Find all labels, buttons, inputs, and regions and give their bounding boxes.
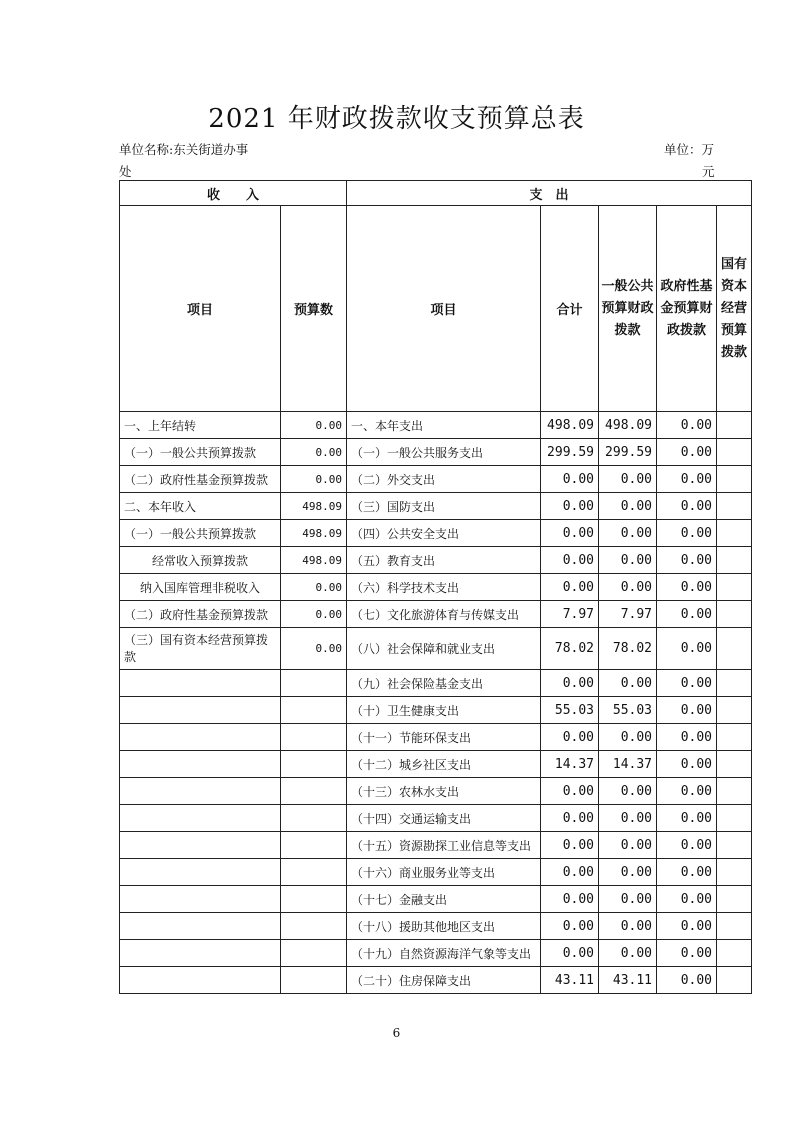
income-value-cell: [281, 859, 347, 886]
general-cell: 0.00: [599, 940, 657, 967]
income-value-cell: 0.00: [281, 628, 347, 670]
fund-cell: 0.00: [657, 832, 717, 859]
fund-cell: 0.00: [657, 601, 717, 628]
state-cell: [717, 412, 752, 439]
col-item-header: 项目: [120, 206, 281, 412]
income-item-cell: 二、本年收入: [120, 493, 281, 520]
income-item-cell: [120, 913, 281, 940]
table-row: [120, 940, 752, 967]
table-row: [120, 466, 752, 493]
income-item-cell: 经常收入预算拨款: [120, 547, 281, 574]
total-cell: 0.00: [541, 940, 599, 967]
expense-item-cell: （十三）农林水支出: [347, 778, 541, 805]
fund-cell: 0.00: [657, 670, 717, 697]
income-item-cell: （一）一般公共预算拨款: [120, 439, 281, 466]
income-value-cell: [281, 967, 347, 994]
total-cell: 7.97: [541, 601, 599, 628]
table-row: [120, 805, 752, 832]
total-cell: 0.00: [541, 913, 599, 940]
general-cell: 0.00: [599, 886, 657, 913]
total-cell: 0.00: [541, 466, 599, 493]
total-cell: 498.09: [541, 412, 599, 439]
table-row: [120, 913, 752, 940]
income-item-cell: [120, 859, 281, 886]
fund-cell: 0.00: [657, 805, 717, 832]
fund-cell: 0.00: [657, 886, 717, 913]
fund-cell: 0.00: [657, 493, 717, 520]
total-cell: 0.00: [541, 574, 599, 601]
general-cell: 14.37: [599, 751, 657, 778]
expense-item-cell: （十）卫生健康支出: [347, 697, 541, 724]
unit-name: 单位名称:东关街道办事: [119, 142, 249, 157]
total-cell: 0.00: [541, 886, 599, 913]
col-budget-header: 预算数: [281, 206, 347, 412]
expense-item-cell: （十四）交通运输支出: [347, 805, 541, 832]
expense-item-cell: （十二）城乡社区支出: [347, 751, 541, 778]
col-general-header: 一般公共预算财政拨款: [599, 206, 657, 412]
expense-item-cell: （十五）资源勘探工业信息等支出: [347, 832, 541, 859]
expense-item-cell: （十八）援助其他地区支出: [347, 913, 541, 940]
fund-cell: 0.00: [657, 439, 717, 466]
table-row: [120, 859, 752, 886]
general-cell: 0.00: [599, 574, 657, 601]
income-item-cell: （一）一般公共预算拨款: [120, 520, 281, 547]
expense-item-cell: （九）社会保险基金支出: [347, 670, 541, 697]
expense-item-cell: （七）文化旅游体育与传媒支出: [347, 601, 541, 628]
general-cell: 0.00: [599, 670, 657, 697]
state-cell: [717, 439, 752, 466]
fund-cell: 0.00: [657, 859, 717, 886]
state-cell: [717, 940, 752, 967]
table-row: [120, 439, 752, 466]
table-row: [120, 547, 752, 574]
income-item-cell: [120, 967, 281, 994]
fund-cell: 0.00: [657, 751, 717, 778]
col-item2-header: 项目: [347, 206, 541, 412]
unit-name-cont: 处: [119, 164, 132, 179]
income-value-cell: 0.00: [281, 466, 347, 493]
general-cell: 0.00: [599, 805, 657, 832]
page-title: 2021 年财政拨款收支预算总表: [208, 104, 585, 134]
expense-item-cell: （二十）住房保障支出: [347, 967, 541, 994]
income-value-cell: 498.09: [281, 493, 347, 520]
fund-cell: 0.00: [657, 466, 717, 493]
fund-cell: 0.00: [657, 913, 717, 940]
state-cell: [717, 697, 752, 724]
general-cell: 0.00: [599, 724, 657, 751]
fund-cell: 0.00: [657, 967, 717, 994]
table-row: [120, 601, 752, 628]
income-item-cell: （三）国有资本经营预算拨款: [120, 628, 281, 670]
page-number: 6: [392, 1026, 401, 1040]
state-cell: [717, 670, 752, 697]
expense-item-cell: （十七）金融支出: [347, 886, 541, 913]
general-cell: 0.00: [599, 859, 657, 886]
income-header: 收 入: [120, 181, 347, 206]
income-value-cell: [281, 724, 347, 751]
total-cell: 0.00: [541, 547, 599, 574]
state-cell: [717, 805, 752, 832]
table-row: [120, 670, 752, 697]
income-item-cell: [120, 670, 281, 697]
total-cell: 299.59: [541, 439, 599, 466]
col-fund-header: 政府性基金预算财政拨款: [657, 206, 717, 412]
income-value-cell: [281, 886, 347, 913]
state-cell: [717, 886, 752, 913]
income-item-cell: [120, 832, 281, 859]
expense-item-cell: （四）公共安全支出: [347, 520, 541, 547]
table-row: [120, 832, 752, 859]
income-item-cell: （二）政府性基金预算拨款: [120, 466, 281, 493]
table-row: [120, 886, 752, 913]
expense-item-cell: （三）国防支出: [347, 493, 541, 520]
total-cell: 43.11: [541, 967, 599, 994]
general-cell: 0.00: [599, 913, 657, 940]
total-cell: 0.00: [541, 724, 599, 751]
unit-label-cont: 元: [702, 164, 715, 179]
income-item-cell: [120, 697, 281, 724]
total-cell: 0.00: [541, 670, 599, 697]
state-cell: [717, 913, 752, 940]
fund-cell: 0.00: [657, 778, 717, 805]
fund-cell: 0.00: [657, 520, 717, 547]
table-row: [120, 697, 752, 724]
income-value-cell: [281, 805, 347, 832]
expense-item-cell: （六）科学技术支出: [347, 574, 541, 601]
income-value-cell: [281, 778, 347, 805]
income-item-cell: [120, 886, 281, 913]
state-cell: [717, 778, 752, 805]
total-cell: 14.37: [541, 751, 599, 778]
state-cell: [717, 574, 752, 601]
expense-item-cell: 一、本年支出: [347, 412, 541, 439]
income-item-cell: [120, 940, 281, 967]
income-value-cell: 498.09: [281, 547, 347, 574]
income-value-cell: 0.00: [281, 601, 347, 628]
total-cell: 0.00: [541, 493, 599, 520]
state-cell: [717, 724, 752, 751]
expense-item-cell: （十一）节能环保支出: [347, 724, 541, 751]
table-row: [120, 724, 752, 751]
table-row: [120, 751, 752, 778]
total-cell: 0.00: [541, 832, 599, 859]
income-value-cell: [281, 832, 347, 859]
income-value-cell: 498.09: [281, 520, 347, 547]
fund-cell: 0.00: [657, 697, 717, 724]
expense-item-cell: （五）教育支出: [347, 547, 541, 574]
income-value-cell: [281, 751, 347, 778]
income-item-cell: [120, 751, 281, 778]
state-cell: [717, 967, 752, 994]
state-cell: [717, 547, 752, 574]
general-cell: 0.00: [599, 520, 657, 547]
general-cell: 0.00: [599, 466, 657, 493]
table-row: [120, 967, 752, 994]
expense-item-cell: （二）外交支出: [347, 466, 541, 493]
general-cell: 7.97: [599, 601, 657, 628]
budget-table: [119, 180, 752, 994]
total-cell: 0.00: [541, 520, 599, 547]
total-cell: 0.00: [541, 859, 599, 886]
unit-label: 单位：万: [664, 142, 715, 157]
general-cell: 299.59: [599, 439, 657, 466]
fund-cell: 0.00: [657, 412, 717, 439]
table-body: [120, 412, 752, 994]
table-row: [120, 574, 752, 601]
total-cell: 0.00: [541, 805, 599, 832]
fund-cell: 0.00: [657, 724, 717, 751]
income-value-cell: [281, 697, 347, 724]
table-row: [120, 493, 752, 520]
state-cell: [717, 628, 752, 670]
state-cell: [717, 466, 752, 493]
fund-cell: 0.00: [657, 547, 717, 574]
income-value-cell: 0.00: [281, 574, 347, 601]
general-cell: 498.09: [599, 412, 657, 439]
general-cell: 43.11: [599, 967, 657, 994]
state-cell: [717, 832, 752, 859]
fund-cell: 0.00: [657, 940, 717, 967]
income-value-cell: [281, 670, 347, 697]
state-cell: [717, 493, 752, 520]
total-cell: 0.00: [541, 778, 599, 805]
income-value-cell: [281, 940, 347, 967]
general-cell: 55.03: [599, 697, 657, 724]
header-row-top: [120, 181, 752, 206]
income-item-cell: 一、上年结转: [120, 412, 281, 439]
header-row: [120, 206, 752, 412]
state-cell: [717, 601, 752, 628]
income-item-cell: （二）政府性基金预算拨款: [120, 601, 281, 628]
total-cell: 55.03: [541, 697, 599, 724]
state-cell: [717, 859, 752, 886]
fund-cell: 0.00: [657, 574, 717, 601]
col-state-header: 国有资本经营预算拨款: [717, 206, 752, 412]
table-row: [120, 520, 752, 547]
expense-item-cell: （一）一般公共服务支出: [347, 439, 541, 466]
expense-item-cell: （十九）自然资源海洋气象等支出: [347, 940, 541, 967]
state-cell: [717, 751, 752, 778]
expense-item-cell: （八）社会保障和就业支出: [347, 628, 541, 670]
expense-item-cell: （十六）商业服务业等支出: [347, 859, 541, 886]
total-cell: 78.02: [541, 628, 599, 670]
fund-cell: 0.00: [657, 628, 717, 670]
general-cell: 0.00: [599, 832, 657, 859]
general-cell: 0.00: [599, 778, 657, 805]
general-cell: 0.00: [599, 547, 657, 574]
general-cell: 78.02: [599, 628, 657, 670]
income-item-cell: 纳入国库管理非税收入: [120, 574, 281, 601]
table-row: [120, 778, 752, 805]
income-item-cell: [120, 778, 281, 805]
general-cell: 0.00: [599, 493, 657, 520]
expense-header: 支 出: [347, 181, 752, 206]
income-value-cell: 0.00: [281, 439, 347, 466]
state-cell: [717, 520, 752, 547]
col-total-header: 合计: [541, 206, 599, 412]
income-value-cell: 0.00: [281, 412, 347, 439]
income-item-cell: [120, 805, 281, 832]
table-row: [120, 412, 752, 439]
income-item-cell: [120, 724, 281, 751]
income-value-cell: [281, 913, 347, 940]
table-row: [120, 628, 752, 670]
